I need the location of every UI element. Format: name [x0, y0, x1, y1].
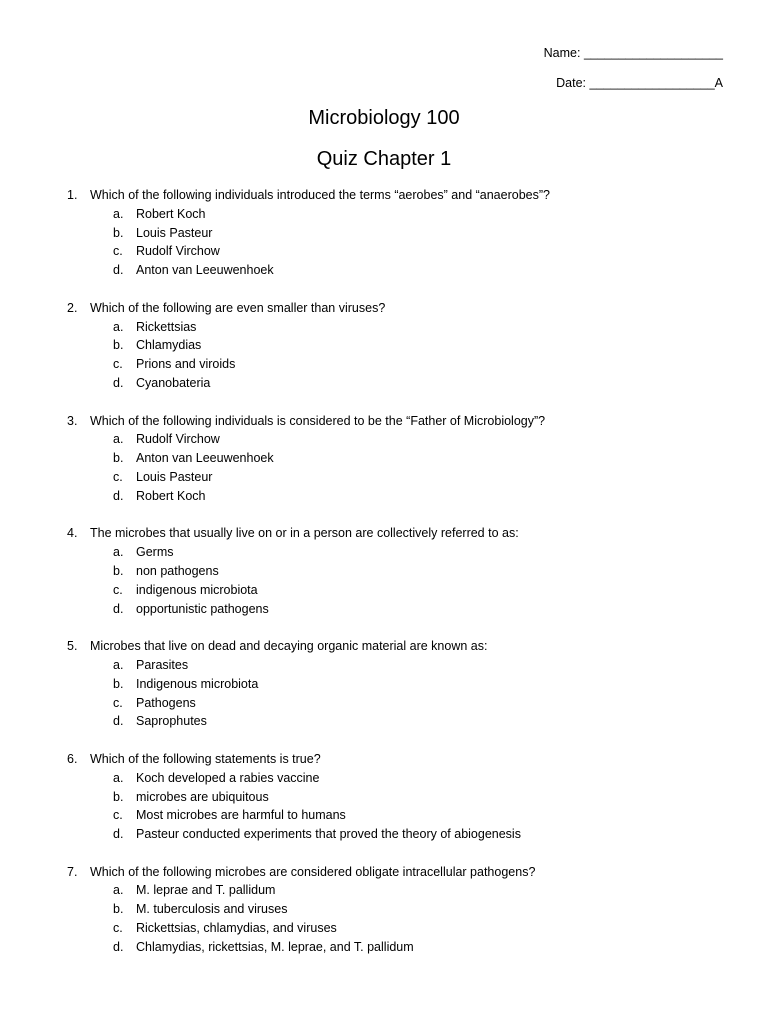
option-letter: c.: [113, 582, 123, 597]
option-text: Saprophutes: [136, 714, 207, 729]
option-letter: b.: [113, 338, 124, 353]
name-label: Name:: [543, 46, 581, 60]
option-letter: a.: [113, 206, 124, 221]
answer-option: [0, 712, 768, 731]
answer-option: [0, 825, 768, 844]
option-letter: a.: [113, 770, 124, 785]
option-text: Cyanobateria: [136, 375, 211, 390]
option-text: Chlamydias, rickettsias, M. leprae, and T. pallidum: [136, 939, 414, 954]
answer-option: [0, 205, 768, 224]
question-number: 3.: [67, 413, 78, 428]
question-number: 7.: [67, 864, 78, 879]
option-text: Robert Koch: [136, 206, 206, 221]
question-row: [0, 299, 768, 318]
option-letter: b.: [113, 563, 124, 578]
question-7: [0, 863, 768, 957]
question-text: Which of the following individuals is considered to be the “Father of Microbiology”?: [90, 413, 546, 428]
question-4: [0, 524, 768, 618]
answer-option: [0, 694, 768, 713]
option-letter: d.: [113, 488, 124, 503]
answer-option: [0, 938, 768, 957]
question-text: The microbes that usually live on or in a person are collectively referred to as:: [90, 526, 519, 541]
answer-option: [0, 355, 768, 374]
question-2: [0, 299, 768, 393]
question-text: Which of the following microbes are considered obligate intracellular pathogens?: [90, 864, 536, 879]
option-letter: b.: [113, 225, 124, 240]
option-letter: c.: [113, 357, 123, 372]
option-text: Louis Pasteur: [136, 469, 213, 484]
option-letter: d.: [113, 939, 124, 954]
date-blank: __________________A: [589, 76, 723, 90]
date-label: Date:: [556, 76, 587, 90]
answer-option: [0, 468, 768, 487]
option-text: non pathogens: [136, 563, 219, 578]
option-letter: d.: [113, 827, 124, 842]
option-letter: c.: [113, 695, 123, 710]
option-text: Indigenous microbiota: [136, 676, 259, 691]
answer-option: [0, 224, 768, 243]
answer-option: [0, 788, 768, 807]
answer-option: [0, 543, 768, 562]
option-letter: a.: [113, 545, 124, 560]
option-text: M. leprae and T. pallidum: [136, 883, 276, 898]
option-letter: b.: [113, 676, 124, 691]
option-letter: a.: [113, 432, 124, 447]
option-letter: c.: [113, 921, 123, 936]
option-text: Rudolf Virchow: [136, 244, 220, 259]
answer-option: [0, 769, 768, 788]
option-letter: d.: [113, 375, 124, 390]
option-letter: b.: [113, 451, 124, 466]
option-text: indigenous microbiota: [136, 582, 258, 597]
answer-option: [0, 374, 768, 393]
option-text: Rudolf Virchow: [136, 432, 220, 447]
option-text: Prions and viroids: [136, 357, 236, 372]
question-row: [0, 863, 768, 882]
option-text: Chlamydias: [136, 338, 202, 353]
option-text: Pasteur conducted experiments that proved the theory of abiogenesis: [136, 827, 521, 842]
option-text: Rickettsias: [136, 319, 197, 334]
answer-option: [0, 881, 768, 900]
option-letter: d.: [113, 263, 124, 278]
course-title: Microbiology 100: [308, 107, 460, 129]
question-number: 6.: [67, 751, 78, 766]
option-letter: b.: [113, 902, 124, 917]
option-letter: d.: [113, 601, 124, 616]
option-text: Most microbes are harmful to humans: [136, 808, 346, 823]
question-text: Which of the following individuals introduced the terms “aerobes” and “anaerobes”?: [90, 188, 550, 202]
option-text: opportunistic pathogens: [136, 601, 269, 616]
answer-option: [0, 261, 768, 280]
answer-option: [0, 449, 768, 468]
answer-option: [0, 562, 768, 581]
question-text: Microbes that live on dead and decaying organic material are known as:: [90, 639, 488, 654]
option-letter: c.: [113, 244, 123, 259]
answer-option: [0, 581, 768, 600]
question-row: [0, 750, 768, 769]
answer-option: [0, 487, 768, 506]
question-text: Which of the following are even smaller than viruses?: [90, 300, 386, 315]
option-text: Anton van Leeuwenhoek: [136, 451, 274, 466]
option-text: microbes are ubiquitous: [136, 789, 269, 804]
question-5: [0, 637, 768, 731]
option-text: Anton van Leeuwenhoek: [136, 263, 274, 278]
option-letter: c.: [113, 808, 123, 823]
option-letter: d.: [113, 714, 124, 729]
date-field: [556, 76, 723, 90]
option-letter: c.: [113, 469, 123, 484]
option-text: Parasites: [136, 657, 189, 672]
option-text: M. tuberculosis and viruses: [136, 902, 288, 917]
answer-option: [0, 600, 768, 619]
quiz-title: Quiz Chapter 1: [316, 148, 452, 170]
option-text: Germs: [136, 545, 174, 560]
question-list: [0, 186, 768, 975]
option-letter: a.: [113, 319, 124, 334]
question-text: Which of the following statements is true?: [90, 751, 321, 766]
option-letter: a.: [113, 883, 124, 898]
name-field: [544, 46, 723, 60]
question-number: 5.: [67, 639, 78, 654]
answer-option: [0, 675, 768, 694]
option-letter: b.: [113, 789, 124, 804]
answer-option: [0, 430, 768, 449]
name-blank: ____________________: [583, 46, 723, 60]
question-row: [0, 412, 768, 431]
answer-option: [0, 900, 768, 919]
question-3: [0, 412, 768, 506]
answer-option: [0, 806, 768, 825]
option-text: Koch developed a rabies vaccine: [136, 770, 320, 785]
question-row: [0, 637, 768, 656]
question-row: [0, 186, 768, 205]
option-text: Rickettsias, chlamydias, and viruses: [136, 921, 337, 936]
answer-option: [0, 318, 768, 337]
option-text: Pathogens: [136, 695, 196, 710]
question-6: [0, 750, 768, 844]
answer-option: [0, 656, 768, 675]
option-letter: a.: [113, 657, 124, 672]
question-1: [0, 186, 768, 280]
option-text: Robert Koch: [136, 488, 206, 503]
answer-option: [0, 242, 768, 261]
question-number: 2.: [67, 300, 78, 315]
answer-option: [0, 336, 768, 355]
question-number: 4.: [67, 526, 78, 541]
option-text: Louis Pasteur: [136, 225, 213, 240]
answer-option: [0, 919, 768, 938]
question-number: 1.: [67, 188, 78, 202]
question-row: [0, 524, 768, 543]
